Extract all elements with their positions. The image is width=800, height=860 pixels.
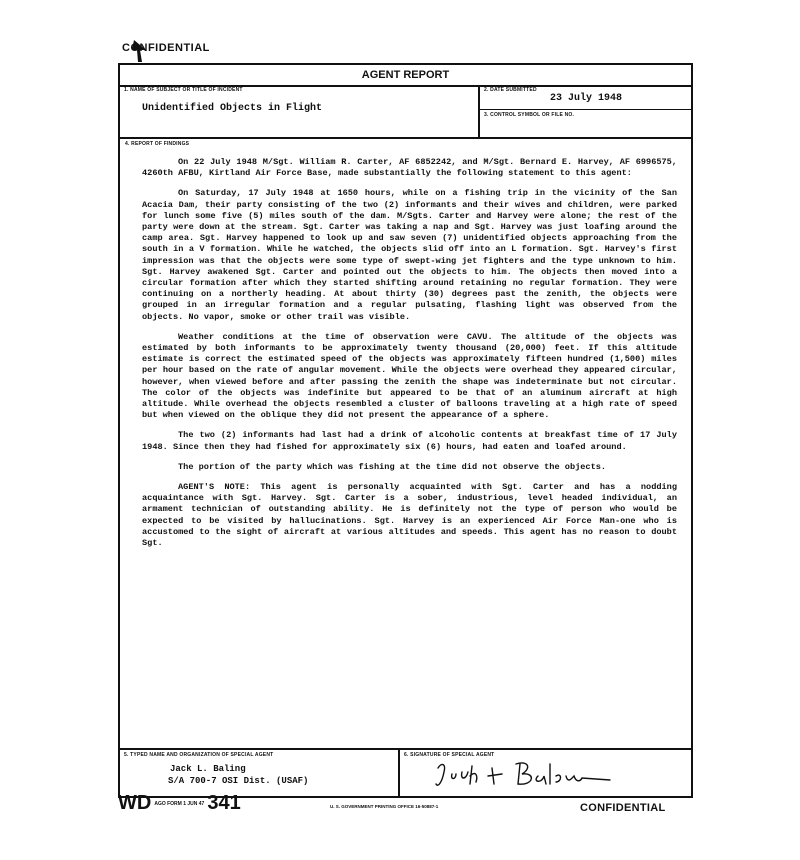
control-label: 3. CONTROL SYMBOL OR FILE NO.	[484, 112, 575, 118]
subject-label: 1. NAME OF SUBJECT OR TITLE OF INCIDENT	[124, 87, 243, 93]
form-small-print: AGO FORM 1 JUN 47	[154, 800, 205, 807]
findings-paragraph: Weather conditions at the time of observation were CAVU. The altitude of the objects was estimated by both informants to be approximately twenty thousand (20,000) feet. If this altitude estimate is correct the estimated speed of the objects was approximately fifteen hundred (1,500) miles per hour based on the rate of angular movement. While the objects were overhead they appeared circular, however, when viewed before and after passing the zenith the shape was indeterminate but not circular. The color of the objects was indefinite but appeared to be that of an aluminum aircraft at high altitude. While overhead the objects resembled a cluster of balloons traveling at a high rate of speed but when viewed on the oblique they did not present the appearance of a sphere.	[142, 331, 677, 421]
findings-label: 4. REPORT OF FINDINGS	[125, 141, 190, 147]
form-code: 341	[207, 792, 241, 814]
date-control-cell	[480, 85, 691, 137]
subject-cell	[120, 85, 480, 137]
form-title: AGENT REPORT	[120, 65, 691, 87]
form-prefix: WD	[118, 792, 152, 814]
agent-unit: S/A 700-7 OSI Dist. (USAF)	[168, 776, 309, 786]
classification-top: CONFIDENTIAL	[122, 42, 210, 54]
agent-report-form	[118, 63, 693, 798]
findings-body	[142, 157, 677, 558]
agent-name: Jack L. Baling	[170, 764, 246, 774]
findings-paragraph: The portion of the party which was fishing at the time did not observe the objects.	[178, 461, 607, 472]
agent-cell	[120, 750, 400, 798]
agent-label: 5. TYPED NAME AND ORGANIZATION OF SPECIAL AGENT	[124, 752, 274, 758]
findings-paragraph: On Saturday, 17 July 1948 at 1650 hours, while on a fishing trip in the vicinity of the San Acacia Dam, their party consisting of the two (2) informants and their wives and children, were parked for lunch some five (5) miles south of the dam. M/Sgts. Carter and Harvey were alone; the rest of the party were down at the stream. Sgt. Carter was taking a nap and Sgt. Harvey was just loafing around the camp area. Sgt. Harvey happened to look up and saw seven (7) unidentified objects approaching from the south in a V formation. While he watched, the objects slid off into an L formation. Sgt. Harvey's first impression was that the objects were some type of swept-wing jet fighters and the type unknown to him. Sgt. Harvey awakened Sgt. Carter and pointed out the objects to him. The objects then moved into a circular formation after which they started shifting around retaining no regular formation. They were continuing on a northerly heading. At about thirty (30) degrees past the zenith, the objects were grouped in an irregular formation and a regular pulsating, flashing light was observed from the objects. No vapor, smoke or other trail was visible.	[142, 188, 677, 322]
date-value: 23 July 1948	[550, 93, 623, 104]
subject-value: Unidentified Objects in Flight	[142, 103, 323, 114]
gpo-line: U. S. GOVERNMENT PRINTING OFFICE 16-50887-1	[330, 804, 439, 809]
date-label: 2. DATE SUBMITTED	[484, 87, 537, 93]
handwritten-signature	[432, 758, 612, 796]
signature-label: 6. SIGNATURE OF SPECIAL AGENT	[404, 752, 495, 758]
date-cell	[480, 85, 691, 110]
agents-note-paragraph: AGENT'S NOTE: This agent is personally acquainted with Sgt. Carter and has a nodding acquaintance with Sgt. Harvey. Sgt. Carter is a sober, industrious, level headed individual, an armament technician of outstanding ability. He is definitely not the type of person who would be expected to be visited by hallucinations. Sgt. Harvey is an experienced Air Force Man-one who is accustomed to the sight of aircraft at various altitudes and speeds. This agent has no reason to doubt Sgt.	[142, 482, 677, 549]
findings-paragraph: On 22 July 1948 M/Sgt. William R. Carter, AF 6852242, and M/Sgt. Bernard E. Harvey, AF 6996575, 4260th AFBU, Kirtland Air Force Base, made substantially the following statement to this agent:	[142, 157, 677, 179]
form-number	[118, 792, 241, 815]
classification-bottom: CONFIDENTIAL	[580, 802, 666, 814]
signature-row	[120, 748, 691, 798]
header-row	[120, 85, 691, 139]
findings-paragraph: The two (2) informants had last had a drink of alcoholic contents at breakfast time of 17 July 1948. Since then they had fished for approximately six (6) hours, had eaten and loafed around.	[142, 430, 677, 452]
